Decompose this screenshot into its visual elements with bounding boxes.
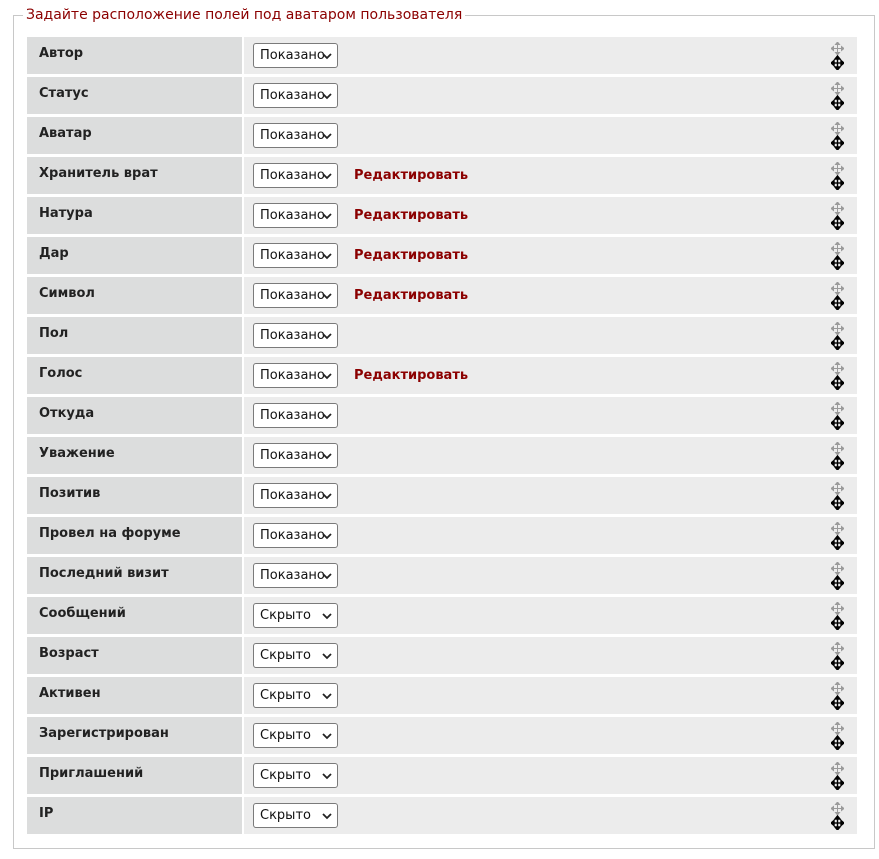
move-arrows-icon-light bbox=[831, 602, 844, 615]
visibility-select-value: Показано bbox=[260, 368, 325, 383]
field-value-cell bbox=[244, 757, 857, 794]
drag-handle[interactable] bbox=[831, 522, 844, 550]
field-row-3 bbox=[27, 117, 857, 154]
visibility-select-value: Показано bbox=[260, 488, 325, 503]
move-arrows-icon-light bbox=[831, 442, 844, 455]
move-arrows-icon-light bbox=[831, 282, 844, 295]
fields-list bbox=[27, 37, 857, 837]
field-row-13 bbox=[27, 517, 857, 554]
drag-handle[interactable] bbox=[831, 682, 844, 710]
drag-handle[interactable] bbox=[831, 42, 844, 70]
drag-handle[interactable] bbox=[831, 642, 844, 670]
chevron-down-icon bbox=[322, 611, 332, 621]
visibility-select-value: Скрыто bbox=[260, 808, 311, 823]
chevron-down-icon bbox=[322, 411, 332, 421]
field-value-cell bbox=[244, 77, 857, 114]
visibility-select-value: Показано bbox=[260, 208, 325, 223]
chevron-down-icon bbox=[322, 91, 332, 101]
chevron-down-icon bbox=[322, 811, 332, 821]
chevron-down-icon bbox=[322, 131, 332, 141]
field-row-5 bbox=[27, 197, 857, 234]
field-label: Возраст bbox=[27, 637, 242, 674]
chevron-down-icon bbox=[322, 571, 332, 581]
field-row-18 bbox=[27, 717, 857, 754]
move-arrows-icon-light bbox=[831, 122, 844, 135]
visibility-select[interactable] bbox=[253, 723, 338, 748]
field-value-cell bbox=[244, 797, 857, 834]
move-arrows-icon bbox=[831, 296, 844, 310]
move-arrows-icon-light bbox=[831, 162, 844, 175]
move-arrows-icon-light bbox=[831, 402, 844, 415]
chevron-down-icon bbox=[322, 251, 332, 261]
field-label: Уважение bbox=[27, 437, 242, 474]
visibility-select[interactable] bbox=[253, 283, 338, 308]
move-arrows-icon-light bbox=[831, 242, 844, 255]
move-arrows-icon bbox=[831, 376, 844, 390]
field-row-14 bbox=[27, 557, 857, 594]
visibility-select-value: Показано bbox=[260, 568, 325, 583]
field-row-12 bbox=[27, 477, 857, 514]
field-label: Натура bbox=[27, 197, 242, 234]
field-row-10 bbox=[27, 397, 857, 434]
field-row-11 bbox=[27, 437, 857, 474]
visibility-select[interactable] bbox=[253, 683, 338, 708]
field-label: Символ bbox=[27, 277, 242, 314]
section-title: Задайте расположение полей под аватаром пользователя bbox=[23, 6, 465, 24]
field-value-cell bbox=[244, 277, 857, 314]
move-arrows-icon bbox=[831, 696, 844, 710]
visibility-select[interactable] bbox=[253, 643, 338, 668]
field-row-9 bbox=[27, 357, 857, 394]
field-value-cell bbox=[244, 317, 857, 354]
field-row-1 bbox=[27, 37, 857, 74]
move-arrows-icon-light bbox=[831, 522, 844, 535]
visibility-select-value: Показано bbox=[260, 288, 325, 303]
chevron-down-icon bbox=[322, 691, 332, 701]
visibility-select[interactable] bbox=[253, 323, 338, 348]
chevron-down-icon bbox=[322, 731, 332, 741]
move-arrows-icon-light bbox=[831, 202, 844, 215]
visibility-select-value: Показано bbox=[260, 88, 325, 103]
field-value-cell bbox=[244, 517, 857, 554]
field-label: Автор bbox=[27, 37, 242, 74]
visibility-select-value: Скрыто bbox=[260, 648, 311, 663]
move-arrows-icon bbox=[831, 176, 844, 190]
visibility-select[interactable] bbox=[253, 163, 338, 188]
field-label: Зарегистрирован bbox=[27, 717, 242, 754]
drag-handle[interactable] bbox=[831, 82, 844, 110]
visibility-select[interactable] bbox=[253, 83, 338, 108]
drag-handle[interactable] bbox=[831, 402, 844, 430]
visibility-select-value: Показано bbox=[260, 128, 325, 143]
field-value-cell bbox=[244, 117, 857, 154]
chevron-down-icon bbox=[322, 651, 332, 661]
field-value-cell bbox=[244, 437, 857, 474]
field-value-cell bbox=[244, 717, 857, 754]
visibility-select[interactable] bbox=[253, 803, 338, 828]
move-arrows-icon bbox=[831, 256, 844, 270]
field-row-8 bbox=[27, 317, 857, 354]
drag-handle[interactable] bbox=[831, 802, 844, 830]
move-arrows-icon-light bbox=[831, 82, 844, 95]
field-label: Аватар bbox=[27, 117, 242, 154]
field-label: Дар bbox=[27, 237, 242, 274]
visibility-select-value: Скрыто bbox=[260, 768, 311, 783]
drag-handle[interactable] bbox=[831, 322, 844, 350]
chevron-down-icon bbox=[322, 171, 332, 181]
move-arrows-icon-light bbox=[831, 682, 844, 695]
drag-handle[interactable] bbox=[831, 202, 844, 230]
edit-link[interactable]: Редактировать bbox=[354, 248, 469, 263]
drag-handle[interactable] bbox=[831, 362, 844, 390]
visibility-select-value: Скрыто bbox=[260, 728, 311, 743]
move-arrows-icon bbox=[831, 56, 844, 70]
drag-handle[interactable] bbox=[831, 602, 844, 630]
move-arrows-icon bbox=[831, 216, 844, 230]
field-label: Откуда bbox=[27, 397, 242, 434]
field-label: Хранитель врат bbox=[27, 157, 242, 194]
move-arrows-icon bbox=[831, 736, 844, 750]
visibility-select-value: Показано bbox=[260, 48, 325, 63]
chevron-down-icon bbox=[322, 451, 332, 461]
drag-handle[interactable] bbox=[831, 242, 844, 270]
visibility-select[interactable] bbox=[253, 43, 338, 68]
field-label: Пол bbox=[27, 317, 242, 354]
field-row-6 bbox=[27, 237, 857, 274]
visibility-select[interactable] bbox=[253, 563, 338, 588]
visibility-select[interactable] bbox=[253, 123, 338, 148]
field-label: Приглашений bbox=[27, 757, 242, 794]
visibility-select[interactable] bbox=[253, 483, 338, 508]
move-arrows-icon bbox=[831, 536, 844, 550]
move-arrows-icon-light bbox=[831, 762, 844, 775]
field-value-cell bbox=[244, 637, 857, 674]
field-label: Голос bbox=[27, 357, 242, 394]
move-arrows-icon-light bbox=[831, 562, 844, 575]
field-label: Провел на форуме bbox=[27, 517, 242, 554]
drag-handle[interactable] bbox=[831, 282, 844, 310]
field-value-cell bbox=[244, 237, 857, 274]
visibility-select[interactable] bbox=[253, 243, 338, 268]
chevron-down-icon bbox=[322, 491, 332, 501]
chevron-down-icon bbox=[322, 51, 332, 61]
drag-handle[interactable] bbox=[831, 482, 844, 510]
field-value-cell bbox=[244, 157, 857, 194]
drag-handle[interactable] bbox=[831, 762, 844, 790]
drag-handle[interactable] bbox=[831, 162, 844, 190]
move-arrows-icon bbox=[831, 336, 844, 350]
field-value-cell bbox=[244, 477, 857, 514]
field-row-15 bbox=[27, 597, 857, 634]
field-row-19 bbox=[27, 757, 857, 794]
move-arrows-icon-light bbox=[831, 802, 844, 815]
edit-link[interactable]: Редактировать bbox=[354, 168, 469, 183]
move-arrows-icon bbox=[831, 616, 844, 630]
field-row-7 bbox=[27, 277, 857, 314]
field-row-20 bbox=[27, 797, 857, 834]
visibility-select[interactable] bbox=[253, 363, 338, 388]
field-label: IP bbox=[27, 797, 242, 834]
chevron-down-icon bbox=[322, 531, 332, 541]
visibility-select[interactable] bbox=[253, 523, 338, 548]
visibility-select-value: Показано bbox=[260, 328, 325, 343]
field-value-cell bbox=[244, 197, 857, 234]
move-arrows-icon bbox=[831, 816, 844, 830]
drag-handle[interactable] bbox=[831, 122, 844, 150]
field-label: Сообщений bbox=[27, 597, 242, 634]
visibility-select[interactable] bbox=[253, 203, 338, 228]
field-label: Статус bbox=[27, 77, 242, 114]
field-label: Активен bbox=[27, 677, 242, 714]
drag-handle[interactable] bbox=[831, 562, 844, 590]
visibility-select[interactable] bbox=[253, 763, 338, 788]
visibility-select-value: Показано bbox=[260, 248, 325, 263]
move-arrows-icon bbox=[831, 416, 844, 430]
chevron-down-icon bbox=[322, 291, 332, 301]
visibility-select-value: Показано bbox=[260, 408, 325, 423]
visibility-select[interactable] bbox=[253, 403, 338, 428]
field-row-17 bbox=[27, 677, 857, 714]
drag-handle[interactable] bbox=[831, 722, 844, 750]
field-value-cell bbox=[244, 677, 857, 714]
edit-link[interactable]: Редактировать bbox=[354, 368, 469, 383]
visibility-select-value: Скрыто bbox=[260, 688, 311, 703]
visibility-select-value: Показано bbox=[260, 528, 325, 543]
field-label: Последний визит bbox=[27, 557, 242, 594]
move-arrows-icon-light bbox=[831, 42, 844, 55]
edit-link[interactable]: Редактировать bbox=[354, 288, 469, 303]
move-arrows-icon bbox=[831, 576, 844, 590]
move-arrows-icon-light bbox=[831, 722, 844, 735]
field-row-2 bbox=[27, 77, 857, 114]
field-value-cell bbox=[244, 557, 857, 594]
chevron-down-icon bbox=[322, 331, 332, 341]
move-arrows-icon-light bbox=[831, 322, 844, 335]
move-arrows-icon-light bbox=[831, 362, 844, 375]
field-value-cell bbox=[244, 397, 857, 434]
field-label: Позитив bbox=[27, 477, 242, 514]
field-row-16 bbox=[27, 637, 857, 674]
edit-link[interactable]: Редактировать bbox=[354, 208, 469, 223]
visibility-select-value: Показано bbox=[260, 448, 325, 463]
chevron-down-icon bbox=[322, 211, 332, 221]
move-arrows-icon bbox=[831, 656, 844, 670]
move-arrows-icon-light bbox=[831, 482, 844, 495]
visibility-select-value: Скрыто bbox=[260, 608, 311, 623]
chevron-down-icon bbox=[322, 371, 332, 381]
drag-handle[interactable] bbox=[831, 442, 844, 470]
move-arrows-icon bbox=[831, 96, 844, 110]
field-value-cell bbox=[244, 357, 857, 394]
field-value-cell bbox=[244, 37, 857, 74]
move-arrows-icon bbox=[831, 776, 844, 790]
move-arrows-icon bbox=[831, 136, 844, 150]
field-row-4 bbox=[27, 157, 857, 194]
visibility-select-value: Показано bbox=[260, 168, 325, 183]
move-arrows-icon-light bbox=[831, 642, 844, 655]
move-arrows-icon bbox=[831, 496, 844, 510]
visibility-select[interactable] bbox=[253, 603, 338, 628]
chevron-down-icon bbox=[322, 771, 332, 781]
move-arrows-icon bbox=[831, 456, 844, 470]
field-value-cell bbox=[244, 597, 857, 634]
visibility-select[interactable] bbox=[253, 443, 338, 468]
